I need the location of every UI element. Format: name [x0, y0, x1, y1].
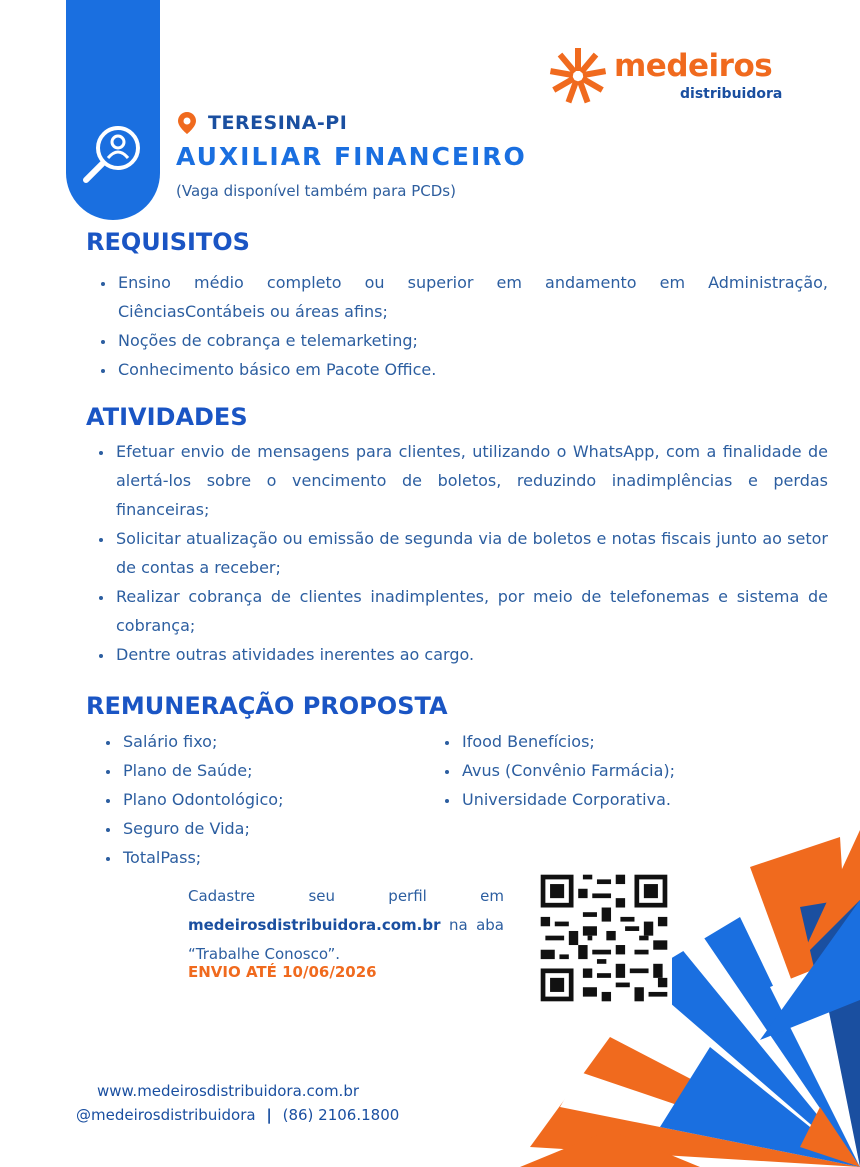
location-text: TERESINA-PI — [208, 112, 348, 134]
list-item: • TotalPass; — [121, 843, 421, 872]
cadastro-prefix: Cadastre seu perfil em — [188, 887, 504, 905]
remuneracao-title: REMUNERAÇÃO PROPOSTA — [86, 692, 448, 720]
brand-subtitle: distribuidora — [680, 86, 783, 102]
list-item: • Dentre outras atividades inerentes ao cargo. — [114, 640, 828, 669]
cadastro-text — [188, 882, 504, 969]
cadastro-site-link[interactable]: medeirosdistribuidora.com.br — [188, 916, 441, 934]
list-item: • Ensino médio completo ou superior em andamento em Administração, CiênciasContábeis ou áreas afins; — [116, 268, 828, 326]
cadastro-suffix: na aba “Trabalhe Conosco”. — [188, 916, 504, 963]
list-item: • Ifood Benefícios; — [460, 727, 800, 756]
footer-social-handle[interactable]: @medeirosdistribuidora — [76, 1106, 256, 1124]
job-title: AUXILIAR FINANCEIRO — [176, 142, 527, 171]
sunburst-logo-icon — [548, 46, 608, 106]
list-item: • Realizar cobrança de clientes inadimplentes, por meio de telefonemas e sistema de cobrança; — [114, 582, 828, 640]
atividades-title: ATIVIDADES — [86, 403, 248, 431]
header-tab — [66, 0, 160, 220]
job-subtitle: (Vaga disponível também para PCDs) — [176, 182, 456, 200]
deadline-text: ENVIO ATÉ 10/06/2026 — [188, 963, 377, 981]
list-item: • Salário fixo; — [121, 727, 421, 756]
requisitos-title: REQUISITOS — [86, 228, 250, 256]
list-item: • Conhecimento básico em Pacote Office. — [116, 355, 828, 384]
list-item: • Noções de cobrança e telemarketing; — [116, 326, 828, 355]
job-location — [178, 112, 347, 134]
list-item: • Avus (Convênio Farmácia); — [460, 756, 800, 785]
requisitos-list — [86, 268, 828, 384]
benefits-left-list — [91, 727, 421, 872]
list-item: • Efetuar envio de mensagens para clientes, utilizando o WhatsApp, com a finalidade de alertá-los sobre o vencimento de boletos, reduzindo inadimplências e perdas financeiras; — [114, 437, 828, 524]
atividades-list — [84, 437, 828, 669]
list-item: • Seguro de Vida; — [121, 814, 421, 843]
list-item: • Plano Odontológico; — [121, 785, 421, 814]
list-item: • Plano de Saúde; — [121, 756, 421, 785]
brand-name: medeiros — [614, 48, 773, 84]
list-item: • Solicitar atualização ou emissão de segunda via de boletos e notas fiscais junto ao setor de contas a receber; — [114, 524, 828, 582]
brand-logo — [548, 44, 788, 106]
footer-separator: | — [266, 1106, 272, 1124]
location-pin-icon — [178, 112, 196, 134]
footer-phone[interactable]: (86) 2106.1800 — [282, 1106, 400, 1124]
list-item: • Universidade Corporativa. — [460, 785, 800, 814]
search-person-icon — [78, 118, 150, 190]
benefits-right-list — [430, 727, 800, 814]
footer-website[interactable]: www.medeirosdistribuidora.com.br — [97, 1082, 360, 1100]
footer-contact — [76, 1106, 399, 1124]
qr-code-icon[interactable] — [536, 870, 672, 1006]
